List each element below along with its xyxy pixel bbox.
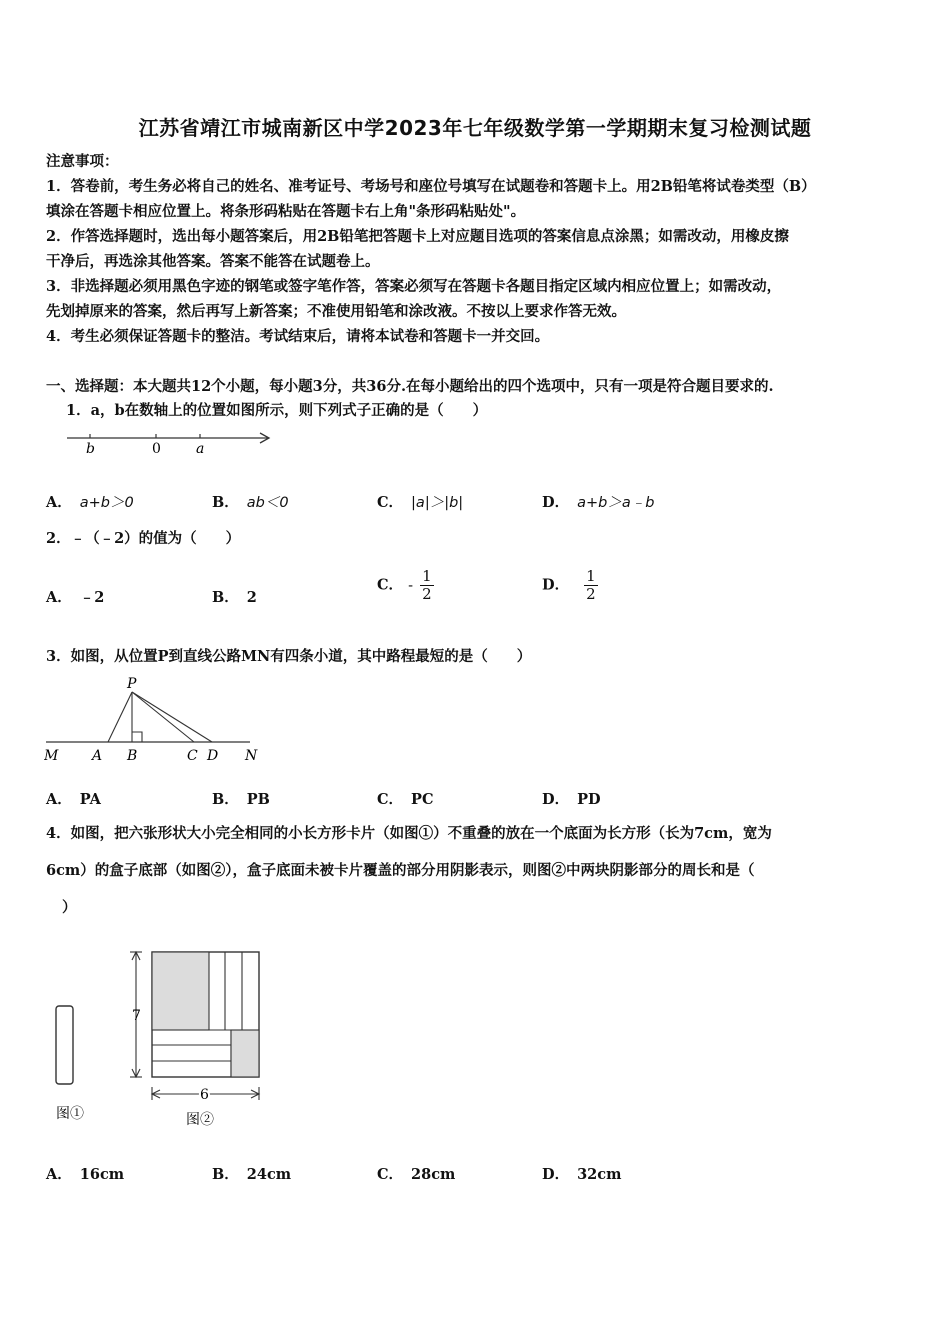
label-c: C [187,748,198,764]
notice-heading: 注意事项： [46,153,119,170]
q4-option-b[interactable]: B． 24cm [212,1166,292,1183]
q4-option-a[interactable]: A． 16cm [46,1166,125,1183]
section-heading: 一、选择题：本大题共12个小题，每小题3分，共36分.在每小题给出的四个选项中，只有一项是符合题目要求的. [46,378,774,395]
card-box-figure [48,944,278,1134]
q3-option-a[interactable]: A． PA [46,791,101,808]
page-title: 江苏省靖江市城南新区中学2023年七年级数学第一学期期末复习检测试题 [138,116,812,140]
q3-option-b[interactable]: B． PB [212,791,270,808]
notice-line: 4．考生必须保证答题卡的整洁。考试结束后，请将本试卷和答题卡一并交回。 [46,328,550,345]
question-4-stem-line: ） [62,899,77,916]
question-1-stem: 1．a，b在数轴上的位置如图所示，则下列式子正确的是（ ） [66,402,488,419]
label-b: B [127,748,138,764]
q4-option-c[interactable]: C． 28cm [377,1166,456,1183]
label-p: P [127,676,137,692]
height-label: 7 [132,1008,141,1024]
q2-option-a[interactable]: A． ﹣2 [46,589,105,606]
question-3-stem: 3．如图，从位置P到直线公路MN有四条小道，其中路程最短的是（ ） [46,648,532,665]
question-2-stem: 2．﹣（﹣2）的值为（ ） [46,530,241,547]
notice-line: 1．答卷前，考生务必将自己的姓名、准考证号、考场号和座位号填写在试题卷和答题卡上。用2B铅笔将试卷类型（B） [46,178,816,195]
notice-line: 先划掉原来的答案，然后再写上新答案；不准使用铅笔和涂改液。不按以上要求作答无效。 [46,303,626,320]
q4-option-d[interactable]: D． 32cm [542,1166,622,1183]
number-line-figure [64,427,276,461]
label-n: N [245,748,258,764]
q1-option-c[interactable]: C． |a|＞|b| [377,494,464,511]
q1-option-a[interactable]: A． a+b＞0 [46,494,134,511]
question-4-stem-line: 6cm）的盒子底部（如图②），盒子底面未被卡片覆盖的部分用阴影表示，则图②中两块阴影部分的周长和是（ [46,862,755,879]
label-zero: 0 [152,441,161,457]
fraction: $\frac{1}{2}$ [422,567,432,603]
label-a: A [92,748,103,764]
notice-line: 填涂在答题卡相应位置上。将条形码粘贴在答题卡右上角"条形码粘贴处"。 [46,203,526,220]
q1-option-d[interactable]: D． a+b＞a﹣b [542,494,655,511]
width-label: 6 [200,1087,209,1103]
q2-option-c[interactable]: C． - $\frac{1}{2}$ [377,567,432,603]
label-m: M [44,748,59,764]
geometry-figure-paths [44,674,266,766]
q3-option-d[interactable]: D． PD [542,791,601,808]
q1-option-b[interactable]: B． ab＜0 [212,494,289,511]
notice-line: 3．非选择题必须用黑色字迹的钢笔或签字笔作答，答案必须写在答题卡各题目指定区域内相应位置上；如需改动， [46,278,782,295]
label-b: b [86,441,95,457]
label-a: a [196,441,205,457]
q2-option-d[interactable]: D． $\frac{1}{2}$ [542,567,596,603]
fig1-caption: 图① [56,1106,84,1122]
fraction: $\frac{1}{2}$ [586,567,596,603]
notice-line: 干净后，再选涂其他答案。答案不能答在试题卷上。 [46,253,380,270]
label-d: D [207,748,219,764]
q2-option-b[interactable]: B． 2 [212,589,257,606]
fig2-caption: 图② [186,1112,214,1128]
notice-line: 2．作答选择题时，选出每小题答案后，用2B铅笔把答题卡上对应题目选项的答案信息点涂黑；如需改动，用橡皮擦 [46,228,789,245]
q3-option-c[interactable]: C． PC [377,791,434,808]
question-4-stem-line: 4．如图，把六张形状大小完全相同的小长方形卡片（如图①）不重叠的放在一个底面为长方形（长为7cm，宽为 [46,825,772,842]
